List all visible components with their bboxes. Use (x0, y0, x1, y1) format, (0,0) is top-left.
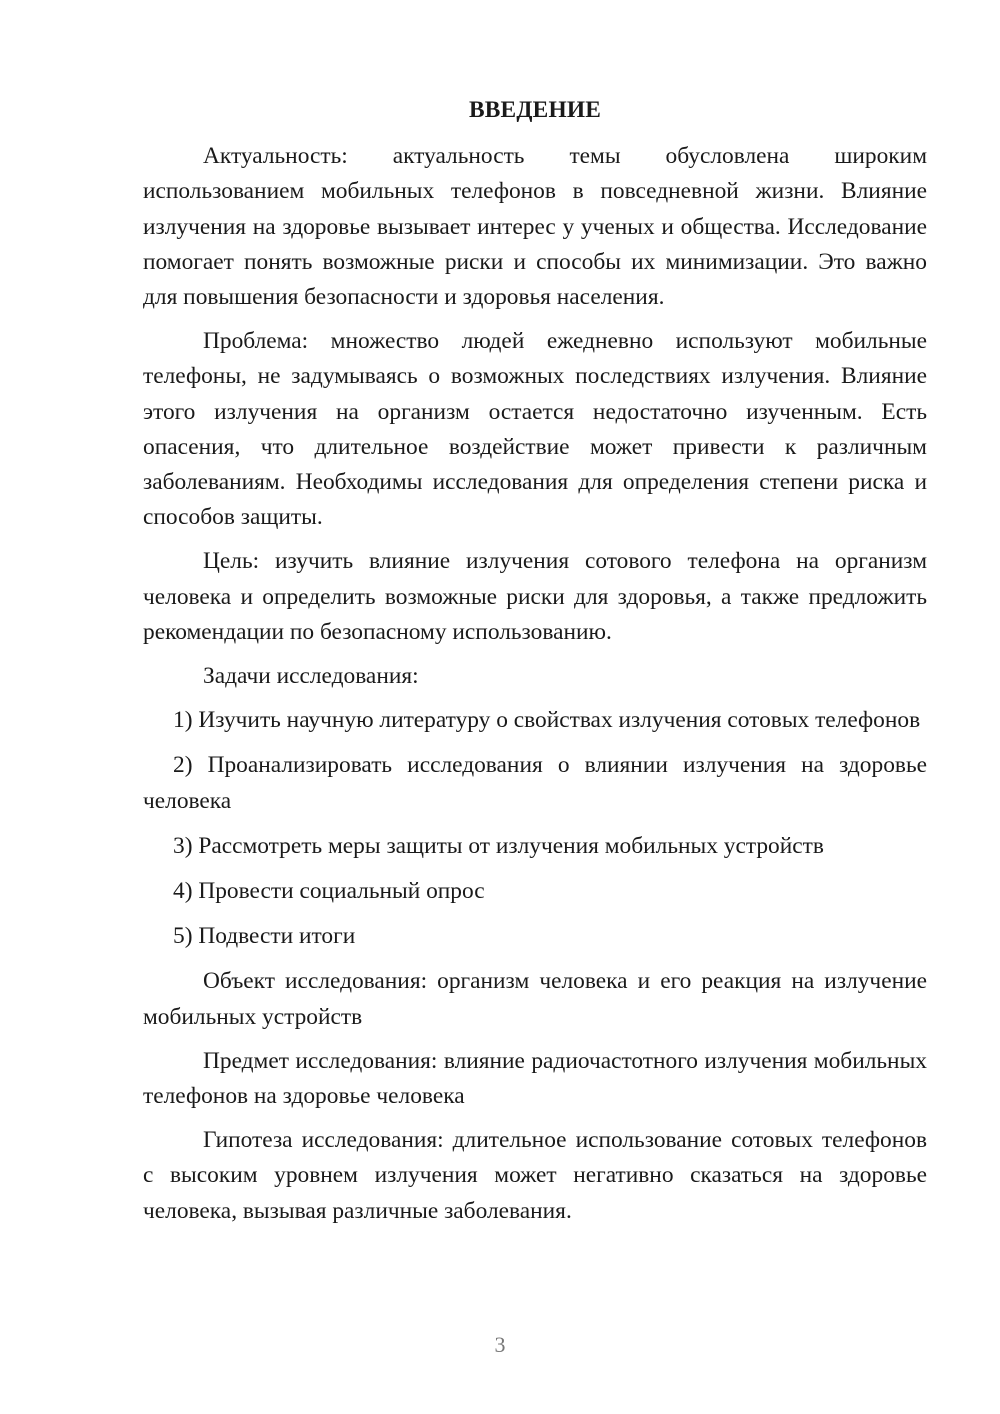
object-paragraph: Объект исследования: организм человека и его реакция на излучение мобильных устройств (143, 968, 927, 1030)
tasks-list (143, 703, 927, 954)
relevance-paragraph: Актуальность: актуальность темы обусловлена широким использованием мобильных телефонов в повседневной жизни. Влияние излучения на здоровье вызывает интерес у ученых и общества. Исследование помогает понять возможные риски и способы их минимизации. Это важно для повышения безопасности и здоровья населения. (143, 143, 927, 311)
hypothesis-paragraph: Гипотеза исследования: длительное использование сотовых телефонов с высоким уровнем излучения может негативно сказаться на здоровье человека, вызывая различные заболевания. (143, 1127, 927, 1224)
goal-paragraph: Цель: изучить влияние излучения сотового телефона на организм человека и определить возможные риски для здоровья, а также предложить рекомендации по безопасному использованию. (143, 548, 927, 645)
section-title: ВВЕДЕНИЕ (468, 97, 602, 123)
tasks-heading: Задачи исследования: (203, 663, 419, 690)
list-item: 3) Рассмотреть меры защиты от излучения мобильных устройств (173, 832, 824, 859)
problem-paragraph: Проблема: множество людей ежедневно используют мобильные телефоны, не задумываясь о возможных последствиях излучения. Влияние этого излучения на организм остается недостаточно изученным. Есть опасения, что длительное воздействие может привести к различным заболеваниям. Необходимы исследования для определения степени риска и способов защиты. (143, 328, 927, 531)
list-item: 4) Провести социальный опрос (173, 878, 485, 905)
page-number: 3 (494, 1332, 506, 1357)
page-body (143, 93, 927, 1238)
list-item: 5) Подвести итоги (173, 923, 356, 950)
subject-paragraph: Предмет исследования: влияние радиочастотного излучения мобильных телефонов на здоровье человека (143, 1047, 927, 1110)
list-item: 2) Проанализировать исследования о влиянии излучения на здоровье человека (143, 752, 927, 814)
list-item: 1) Изучить научную литературу о свойствах излучения сотовых телефонов (173, 707, 921, 734)
